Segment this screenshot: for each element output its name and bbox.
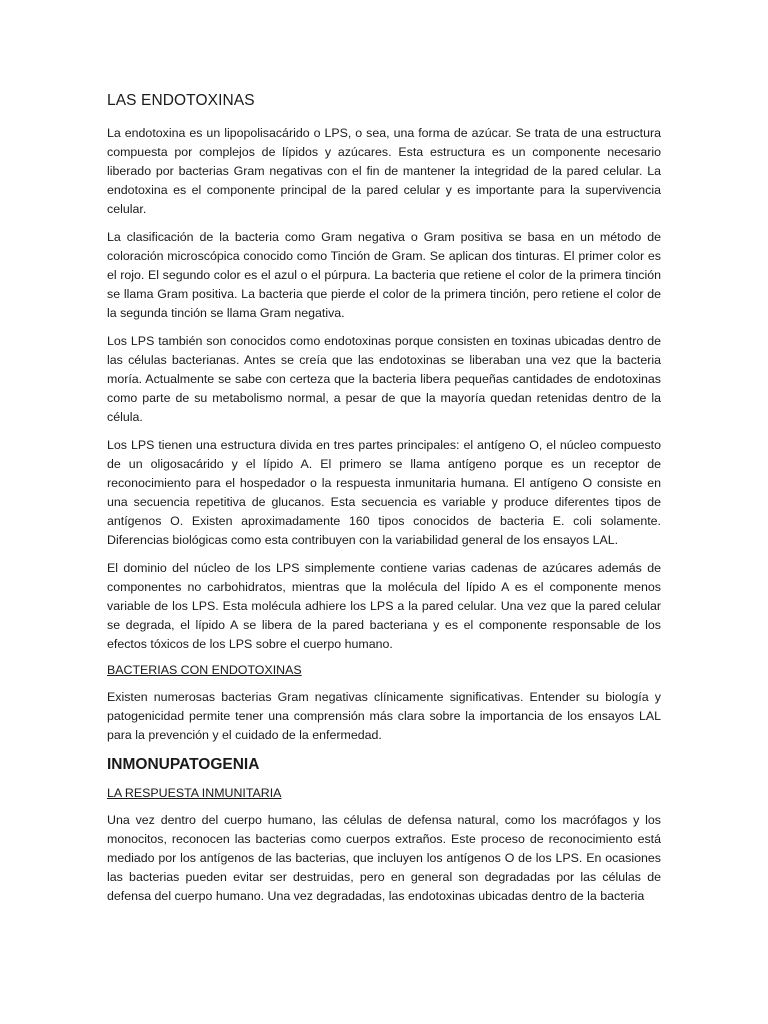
paragraph-lps-structure: Los LPS tienen una estructura divida en tres partes principales: el antígeno O, el núcleo compuesto de un oligosacárido y el lípido A. El primero se llama antígeno porque es un receptor de reconocimiento para el hospedador o la respuesta inmunitaria humana. El antígeno O consiste en una secuencia repetitiva de glucanos. Esta secuencia es variable y produce diferentes tipos de antígenos O. Existen aproximadamente 160 tipos conocidos de bacteria E. coli solamente. Diferencias biológicas como esta contribuyen con la variabilidad general de los ensayos LAL. — [107, 438, 661, 547]
subheading-respuesta-inmunitaria: LA RESPUESTA INMUNITARIA — [107, 786, 282, 800]
subheading-bacterias-endotoxinas: BACTERIAS CON ENDOTOXINAS — [107, 663, 302, 677]
paragraph-lps-definition: La endotoxina es un lipopolisacárido o LPS, o sea, una forma de azúcar. Se trata de una estructura compuesta por complejos de lípidos y azúcares. Esta estructura es un componente necesario liberado por bacterias Gram negativas con el fin de mantener la integridad de la pared celular. La endotoxina es el componente principal de la pared celular y es importante para la supervivencia celular. — [107, 126, 661, 216]
paragraph-gram-classification: La clasificación de la bacteria como Gram negativa o Gram positiva se basa en un método de coloración microscópica conocido como Tinción de Gram. Se aplican dos tinturas. El primer color es el rojo. El segundo color es el azul o el púrpura. La bacteria que retiene el color de la primera tinción se llama Gram positiva. La bacteria que pierde el color de la primera tinción, pero retiene el color de la segunda tinción se llama Gram negativa. — [107, 230, 661, 320]
paragraph-lps-endotoxins: Los LPS también son conocidos como endotoxinas porque consisten en toxinas ubicadas dentro de las células bacterianas. Antes se creía que las endotoxinas se liberaban una vez que la bacteria moría. Actualmente se sabe con certeza que la bacteria libera pequeñas cantidades de endotoxinas como parte de su metabolismo normal, a pesar de que la mayoría quedan retenidas dentro de la célula. — [107, 334, 661, 424]
paragraph-gram-negative-bacteria: Existen numerosas bacterias Gram negativas clínicamente significativas. Entender su biología y patogenicidad permite tener una comprensión más clara sobre la importancia de los ensayos LAL para la prevención y el cuidado de la enfermedad. — [107, 690, 661, 742]
paragraph-immune-response: Una vez dentro del cuerpo humano, las células de defensa natural, como los macrófagos y los monocitos, reconocen las bacterias como cuerpos extraños. Este proceso de reconocimiento está mediado por los antígenos de las bacterias, que incluyen los antígenos O de los LPS. En ocasiones las bacterias pueden evitar ser destruidas, pero en general son degradadas por las células de defensa del cuerpo humano. Una vez degradadas, las endotoxinas ubicadas dentro de la bacteria — [107, 813, 661, 903]
document-title: LAS ENDOTOXINAS — [107, 92, 255, 109]
document-page — [107, 92, 661, 915]
paragraph-core-domain: El dominio del núcleo de los LPS simplemente contiene varias cadenas de azúcares además de componentes no carbohidratos, mientras que la molécula del lípido A es el componente menos variable de los LPS. Esta molécula adhiere los LPS a la pared celular. Una vez que la pared celular se degrada, el lípido A se libera de la pared bacteriana y es el componente responsable de los efectos tóxicos de los LPS sobre el cuerpo humano. — [107, 561, 661, 651]
section-title-inmunopatogenia: INMONUPATOGENIA — [107, 756, 260, 773]
